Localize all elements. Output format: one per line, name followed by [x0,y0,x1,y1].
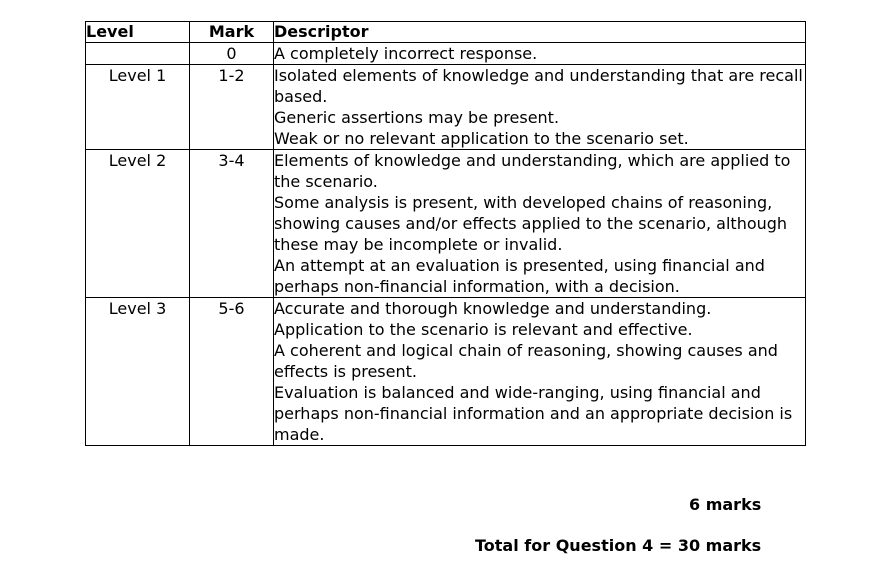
level-cell [86,43,190,65]
mark-cell: 1-2 [190,65,274,150]
table-row [86,298,806,446]
level-cell: Level 2 [86,150,190,298]
descriptor-text: Elements of knowledge and understanding, which are applied to the scenario. [274,151,791,191]
descriptor-column-header: Descriptor [274,22,806,43]
descriptor-text: Some analysis is present, with developed chains of reasoning, showing causes and/or effects applied to the scenario, although these may be incomplete or invalid. [274,193,788,254]
table-row [86,65,806,150]
descriptor-text: Accurate and thorough knowledge and understanding. [274,299,712,318]
descriptor-text: Isolated elements of knowledge and understanding that are recall based. [274,66,803,106]
question-marks: 6 marks [689,495,762,514]
descriptor-cell [274,43,806,65]
question-total: Total for Question 4 = 30 marks [475,536,762,555]
table-row [86,43,806,65]
level-column-header: Level [86,22,190,43]
mark-cell: 0 [190,43,274,65]
levels-mark-scheme-table [85,21,806,446]
descriptor-text: Generic assertions may be present. [274,108,560,127]
table-row [86,150,806,298]
descriptor-cell [274,65,806,150]
descriptor-text: Application to the scenario is relevant and effective. [274,320,693,339]
mark-cell: 5-6 [190,298,274,446]
mark-cell: 3-4 [190,150,274,298]
level-cell: Level 1 [86,65,190,150]
descriptor-cell [274,150,806,298]
mark-column-header: Mark [190,22,274,43]
descriptor-text: An attempt at an evaluation is presented, using financial and perhaps non-financial information, with a decision. [274,256,765,296]
table-header [86,22,806,43]
descriptor-text: Evaluation is balanced and wide-ranging, using financial and perhaps non-financial information and an appropriate decision is made. [274,383,793,444]
descriptor-text: A completely incorrect response. [274,44,538,63]
level-cell: Level 3 [86,298,190,446]
descriptor-cell [274,298,806,446]
header-row [86,22,806,43]
descriptor-text: A coherent and logical chain of reasoning, showing causes and effects is present. [274,341,778,381]
table-body [86,43,806,446]
descriptor-text: Weak or no relevant application to the scenario set. [274,129,689,148]
